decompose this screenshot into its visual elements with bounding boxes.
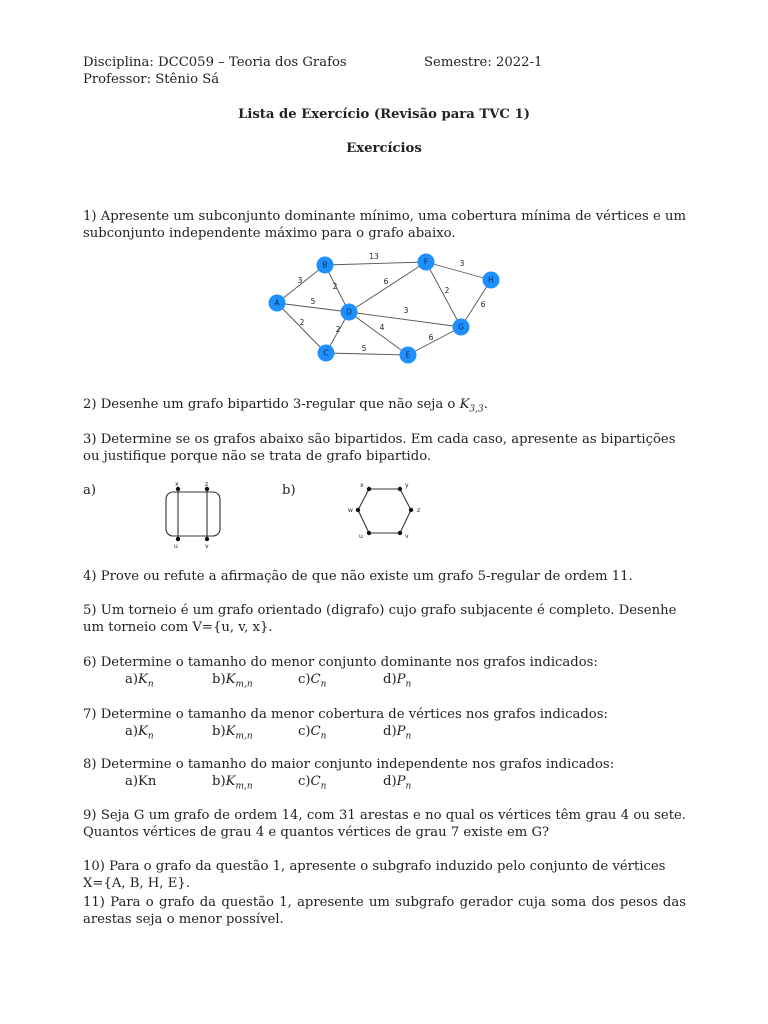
graph-a [150,478,230,550]
option-math: K [138,724,148,739]
graph-a-outer-edge [166,492,220,536]
weighted-graph-q1 [0,0,768,400]
graph-b-label-x: x [360,482,364,489]
option-b [212,773,298,790]
option-math: Kn [138,774,157,789]
option-math: K [138,672,148,687]
graph-b-vertex-z [409,508,413,512]
semester: Semestre: 2022-1 [424,55,543,70]
option-label: d) [383,672,397,687]
question-8 [83,756,686,790]
discipline: Disciplina: DCC059 – Teoria dos Grafos [83,55,347,70]
graph-b [340,478,430,544]
vertex-label-B: B [322,260,328,270]
edge-DF [349,262,426,312]
option-sub: n [405,731,412,742]
option-label: c) [298,724,311,739]
option-sub: m,n [235,731,253,742]
vertex-label-H: H [488,275,494,285]
edge-weight-DC: 2 [335,325,341,334]
edge-weight-BF: 13 [369,252,379,261]
graph-b-vertex-y [398,487,402,491]
option-b [212,671,298,688]
option-math: K [225,774,236,789]
vertex-label-F: F [423,257,429,267]
label-a: a) [83,483,97,498]
label-b: b) [282,483,296,498]
graph-b-vertex-v [398,531,402,535]
graph-b-hexagon [358,489,411,533]
question-9: 9) Seja G um grafo de ordem 14, com 31 arestas e no qual os vértices têm grau 4 ou sete. Quantos vértices de grau 4 e quantos vértices de grau 7 existe em G? [83,808,686,840]
question-8-options [83,773,686,790]
option-label: b) [212,774,226,789]
option-d [383,723,411,740]
edge-weight-FH: 3 [459,259,465,268]
option-math: C [310,724,321,739]
option-c [298,671,383,688]
option-a [125,773,212,790]
option-a [125,671,212,688]
graph-b-label-z: z [417,507,421,514]
edge-weight-AD: 5 [310,297,316,306]
option-math: K [225,672,236,687]
k-symbol: K [459,397,470,412]
question-2-end: . [483,397,488,412]
option-sub: n [320,679,327,690]
option-label: c) [298,774,311,789]
question-1: 1) Apresente um subconjunto dominante mínimo, uma cobertura mínima de vértices e um subconjunto independente máximo para o grafo abaixo. [83,209,686,241]
edge-weight-AB: 3 [297,276,303,285]
option-c [298,723,383,740]
graph-a-label-z: z [205,481,209,488]
edge-FG [426,262,461,327]
edge-weight-AC: 2 [299,318,305,327]
question-2 [83,396,686,413]
option-b [212,723,298,740]
edge-CE [326,353,408,355]
option-d [383,773,411,790]
k-subscript: 3,3 [469,404,484,415]
question-3: 3) Determine se os grafos abaixo são bipartidos. Em cada caso, apresente as bipartições ou justifique porque não se trata de grafo bipartido. [83,432,676,464]
option-label: a) [125,724,139,739]
edge-EG [408,327,461,355]
graph-b-label-u: u [359,533,363,540]
page-title: Lista de Exercício (Revisão para TVC 1) [238,107,530,122]
option-label: a) [125,672,139,687]
edge-weight-DE: 4 [379,323,385,332]
question-7-options [83,723,686,740]
question-7 [83,706,686,740]
graph-b-label-w: w [348,507,353,514]
option-sub: n [147,731,154,742]
question-10: 10) Para o grafo da questão 1, apresente o subgrafo induzido pelo conjunto de vértices X={A, B, H, E}. [83,859,666,891]
question-8-text: 8) Determine o tamanho do maior conjunto independente nos grafos indicados: [83,757,615,772]
question-4: 4) Prove ou refute a afirmação de que não existe um grafo 5-regular de ordem 11. [83,569,633,584]
graph-b-label-y: y [405,482,409,489]
question-11: 11) Para o grafo da questão 1, apresente um subgrafo gerador cuja soma dos pesos das arestas seja o menor possível. [83,895,686,927]
vertex-label-D: D [346,307,352,317]
graph-b-label-v: v [405,533,409,540]
vertex-label-G: G [458,322,464,332]
option-a [125,723,212,740]
option-sub: n [405,679,412,690]
graph-a-label-u: u [174,543,178,550]
professor: Professor: Stênio Sá [83,72,220,87]
question-2-text: 2) Desenhe um grafo bipartido 3-regular que não seja o [83,397,460,412]
graph-a-vertex-v [205,537,209,541]
option-sub: n [320,781,327,792]
option-sub: n [147,679,154,690]
edge-weight-FG: 2 [444,286,450,295]
option-math: K [225,724,236,739]
question-6 [83,654,686,688]
option-sub: n [405,781,412,792]
option-math: C [310,774,321,789]
graph-b-vertex-w [356,508,360,512]
vertex-label-A: A [274,298,280,308]
edge-weight-DG: 3 [403,306,409,315]
section-title: Exercícios [346,141,422,156]
option-sub: m,n [235,679,253,690]
option-math: P [396,672,406,687]
graph-b-vertex-x [367,487,371,491]
option-label: b) [212,672,226,687]
edge-AC [277,303,326,353]
option-c [298,773,383,790]
vertex-label-C: C [323,348,329,358]
graph-a-label-x: x [175,481,179,488]
option-label: b) [212,724,226,739]
option-label: a) [125,774,139,789]
option-math: C [310,672,321,687]
edge-weight-CE: 5 [361,344,367,353]
edge-BF [325,262,426,265]
option-math: P [396,724,406,739]
question-5: 5) Um torneio é um grafo orientado (digrafo) cujo grafo subjacente é completo. Desenhe um torneio com V={u, v, x}. [83,603,677,635]
question-7-text: 7) Determine o tamanho da menor cobertura de vértices nos grafos indicados: [83,707,608,722]
graph-a-label-v: v [205,543,209,550]
edge-weight-BD: 2 [332,282,338,291]
option-sub: n [320,731,327,742]
option-label: d) [383,774,397,789]
vertex-label-E: E [405,350,411,360]
edge-weight-HG: 6 [480,300,486,309]
option-label: c) [298,672,311,687]
option-sub: m,n [235,781,253,792]
question-6-options [83,671,686,688]
option-math: P [396,774,406,789]
option-label: d) [383,724,397,739]
graph-a-vertex-u [176,537,180,541]
edge-weight-EG: 6 [428,333,434,342]
edge-weight-DF: 6 [383,277,389,286]
graph-b-vertex-u [367,531,371,535]
edge-FH [426,262,491,280]
question-6-text: 6) Determine o tamanho do menor conjunto dominante nos grafos indicados: [83,655,598,670]
option-d [383,671,411,688]
